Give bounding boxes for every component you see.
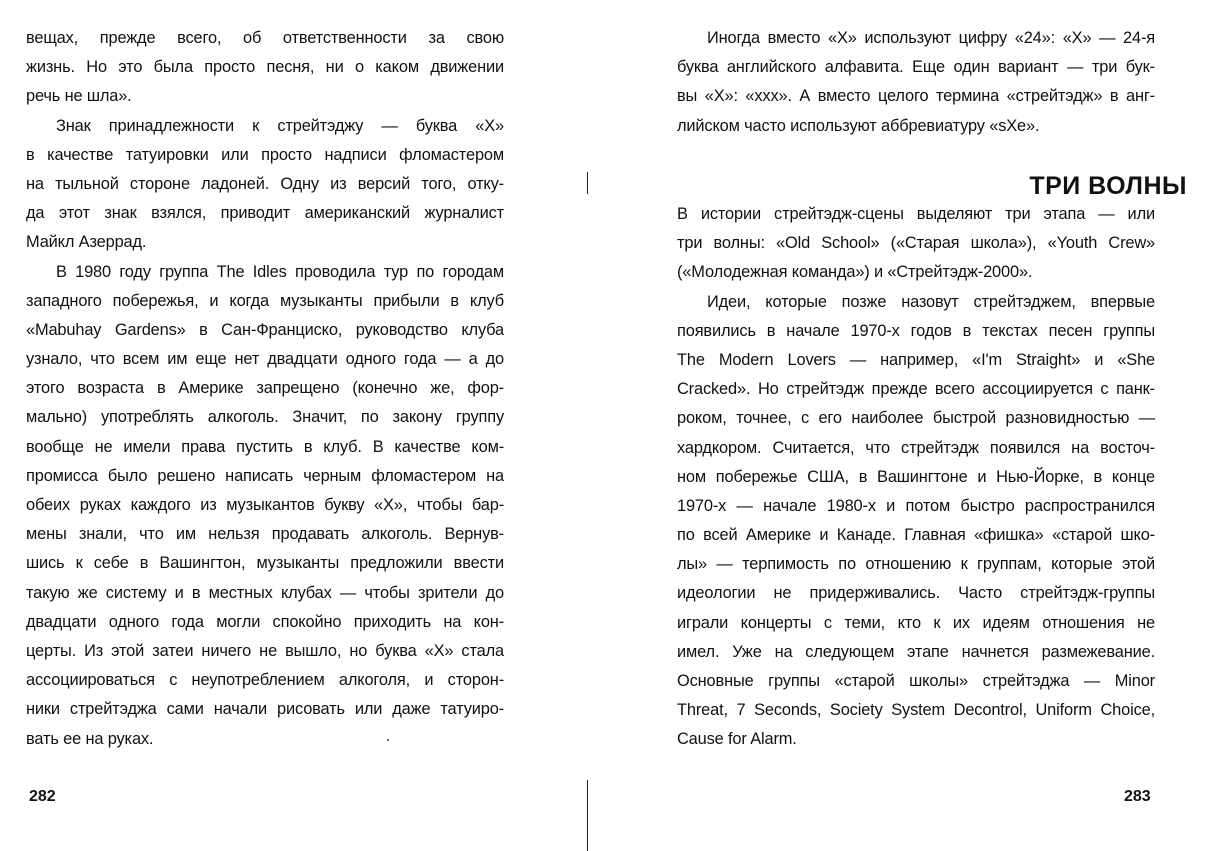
text-line: на тыльной стороне ладоней. Одну из версий того, отку- xyxy=(26,174,504,193)
text-line: речь не шла». xyxy=(26,87,132,106)
gutter-line xyxy=(587,780,588,851)
text-line: в качестве татуировки или просто надписи фломастером xyxy=(26,145,504,164)
text-line: лы» — терпимость по отношению к группам, которые этой xyxy=(677,555,1155,574)
text-line: В истории стрейтэдж-сцены выделяют три этапа — или xyxy=(677,205,1155,223)
text-line: хардкором. Считается, что стрейтэдж появился на восточ- xyxy=(677,438,1155,457)
text-line: ассоциироваться с неупотреблением алкоголя, и сторон- xyxy=(26,671,504,690)
text-line: западного побережья, и когда музыканты прибыли в клуб xyxy=(26,291,504,310)
text-line: 1970-х — начале 1980-х и потом быстро распространился xyxy=(677,496,1155,515)
page-number-right: 283 xyxy=(1124,788,1151,805)
text-line: Идеи, которые позже назовут стрейтэджем, впервые xyxy=(707,292,1155,311)
text-line: вещах, прежде всего, об ответственности за свою xyxy=(26,29,504,47)
text-line: имел. Уже на следующем этапе начнется размежевание. xyxy=(677,642,1155,661)
text-line: вообще не имели права пустить в клуб. В качестве ком- xyxy=(26,437,504,456)
page-number-left: 282 xyxy=(29,788,56,805)
text-line: узнало, что всем им еще нет двадцати одного года — а до xyxy=(26,350,504,369)
text-line: Cause for Alarm. xyxy=(677,730,797,749)
text-line: ном побережье США, в Вашингтоне и Нью-Йорке, в конце xyxy=(677,467,1155,486)
text-line: обеих руках каждого из музыкантов букву «X», чтобы бар- xyxy=(26,496,504,514)
text-line: лийском часто используют аббревиатуру «sXe». xyxy=(677,116,1040,135)
text-line: шись к себе в Вашингтон, музыканты предложили ввести xyxy=(26,554,504,573)
text-line: Основные группы «старой школы» стрейтэджа — Minor xyxy=(677,672,1155,690)
text-line: Майкл Азеррад. xyxy=(26,233,147,252)
gutter-line xyxy=(587,172,588,194)
right-page-intro xyxy=(677,24,1155,141)
text-line: этого возраста в Америке запрещено (конечно же, фор- xyxy=(26,379,504,398)
text-line: вать ее на руках. xyxy=(26,729,154,748)
text-line: ники стрейтэджа сами начали рисовать или даже татуиро- xyxy=(26,700,504,719)
right-page xyxy=(600,0,1219,851)
text-line: Cracked». Но стрейтэдж прежде всего ассоциируется с панк- xyxy=(677,380,1155,399)
text-line: Знак принадлежности к стрейтэджу — буква «X» xyxy=(56,116,504,135)
text-line: «Mabuhay Gardens» в Сан-Франциско, руководство клуба xyxy=(26,320,504,339)
text-line: Threat, 7 Seconds, Society System Decontrol, Uniform Choice, xyxy=(677,701,1155,720)
text-line: церты. Из этой затеи ничего не вышло, но буква «X» стала xyxy=(26,641,504,660)
text-line: играли концерты с теми, кто к их идеям отношения не xyxy=(677,613,1155,632)
text-line: мально) употреблять алкоголь. Значит, по закону группу xyxy=(26,408,504,427)
text-line: буква английского алфавита. Еще один вариант — три бук- xyxy=(677,58,1155,77)
left-page xyxy=(0,0,590,851)
text-line: промисса было решено написать черным фломастером на xyxy=(26,466,504,485)
text-line: появились в начале 1970-х годов в текстах песен группы xyxy=(677,321,1155,340)
text-line: три волны: «Old School» («Старая школа»), «Youth Crew» xyxy=(677,234,1155,253)
right-page-body xyxy=(677,200,1155,755)
dust-speck xyxy=(387,739,389,741)
section-heading: ТРИ ВОЛНЫ xyxy=(1029,172,1187,200)
text-line: («Молодежная команда») и «Стрейтэдж-2000». xyxy=(677,263,1033,282)
text-line: роком, точнее, с его наиболее быстрой разновидностью — xyxy=(677,409,1155,428)
text-line: такую же систему и в местных клубах — чтобы зрители до xyxy=(26,583,504,602)
text-line: жизнь. Но это была просто песня, ни о каком движении xyxy=(26,58,504,77)
text-line: по всей Америке и Канаде. Главная «фишка» «старой шко- xyxy=(677,526,1155,545)
text-line: The Modern Lovers — например, «I'm Straight» и «She xyxy=(677,350,1155,369)
text-line: В 1980 году группа The Idles проводила тур по городам xyxy=(56,262,504,281)
text-line: двадцати одного года могли спокойно приходить на кон- xyxy=(26,612,504,631)
text-line: вы «X»: «xxx». А вместо целого термина «стрейтэдж» в анг- xyxy=(677,87,1155,106)
text-line: да этот знак взялся, приводит американский журналист xyxy=(26,204,504,223)
text-line: Иногда вместо «X» используют цифру «24»: «X» — 24-я xyxy=(707,29,1155,47)
left-page-body xyxy=(26,24,504,754)
text-line: идеологии не придерживались. Часто стрейтэдж-группы xyxy=(677,584,1155,603)
text-line: мены знали, что им нельзя продавать алкоголь. Вернув- xyxy=(26,525,504,544)
